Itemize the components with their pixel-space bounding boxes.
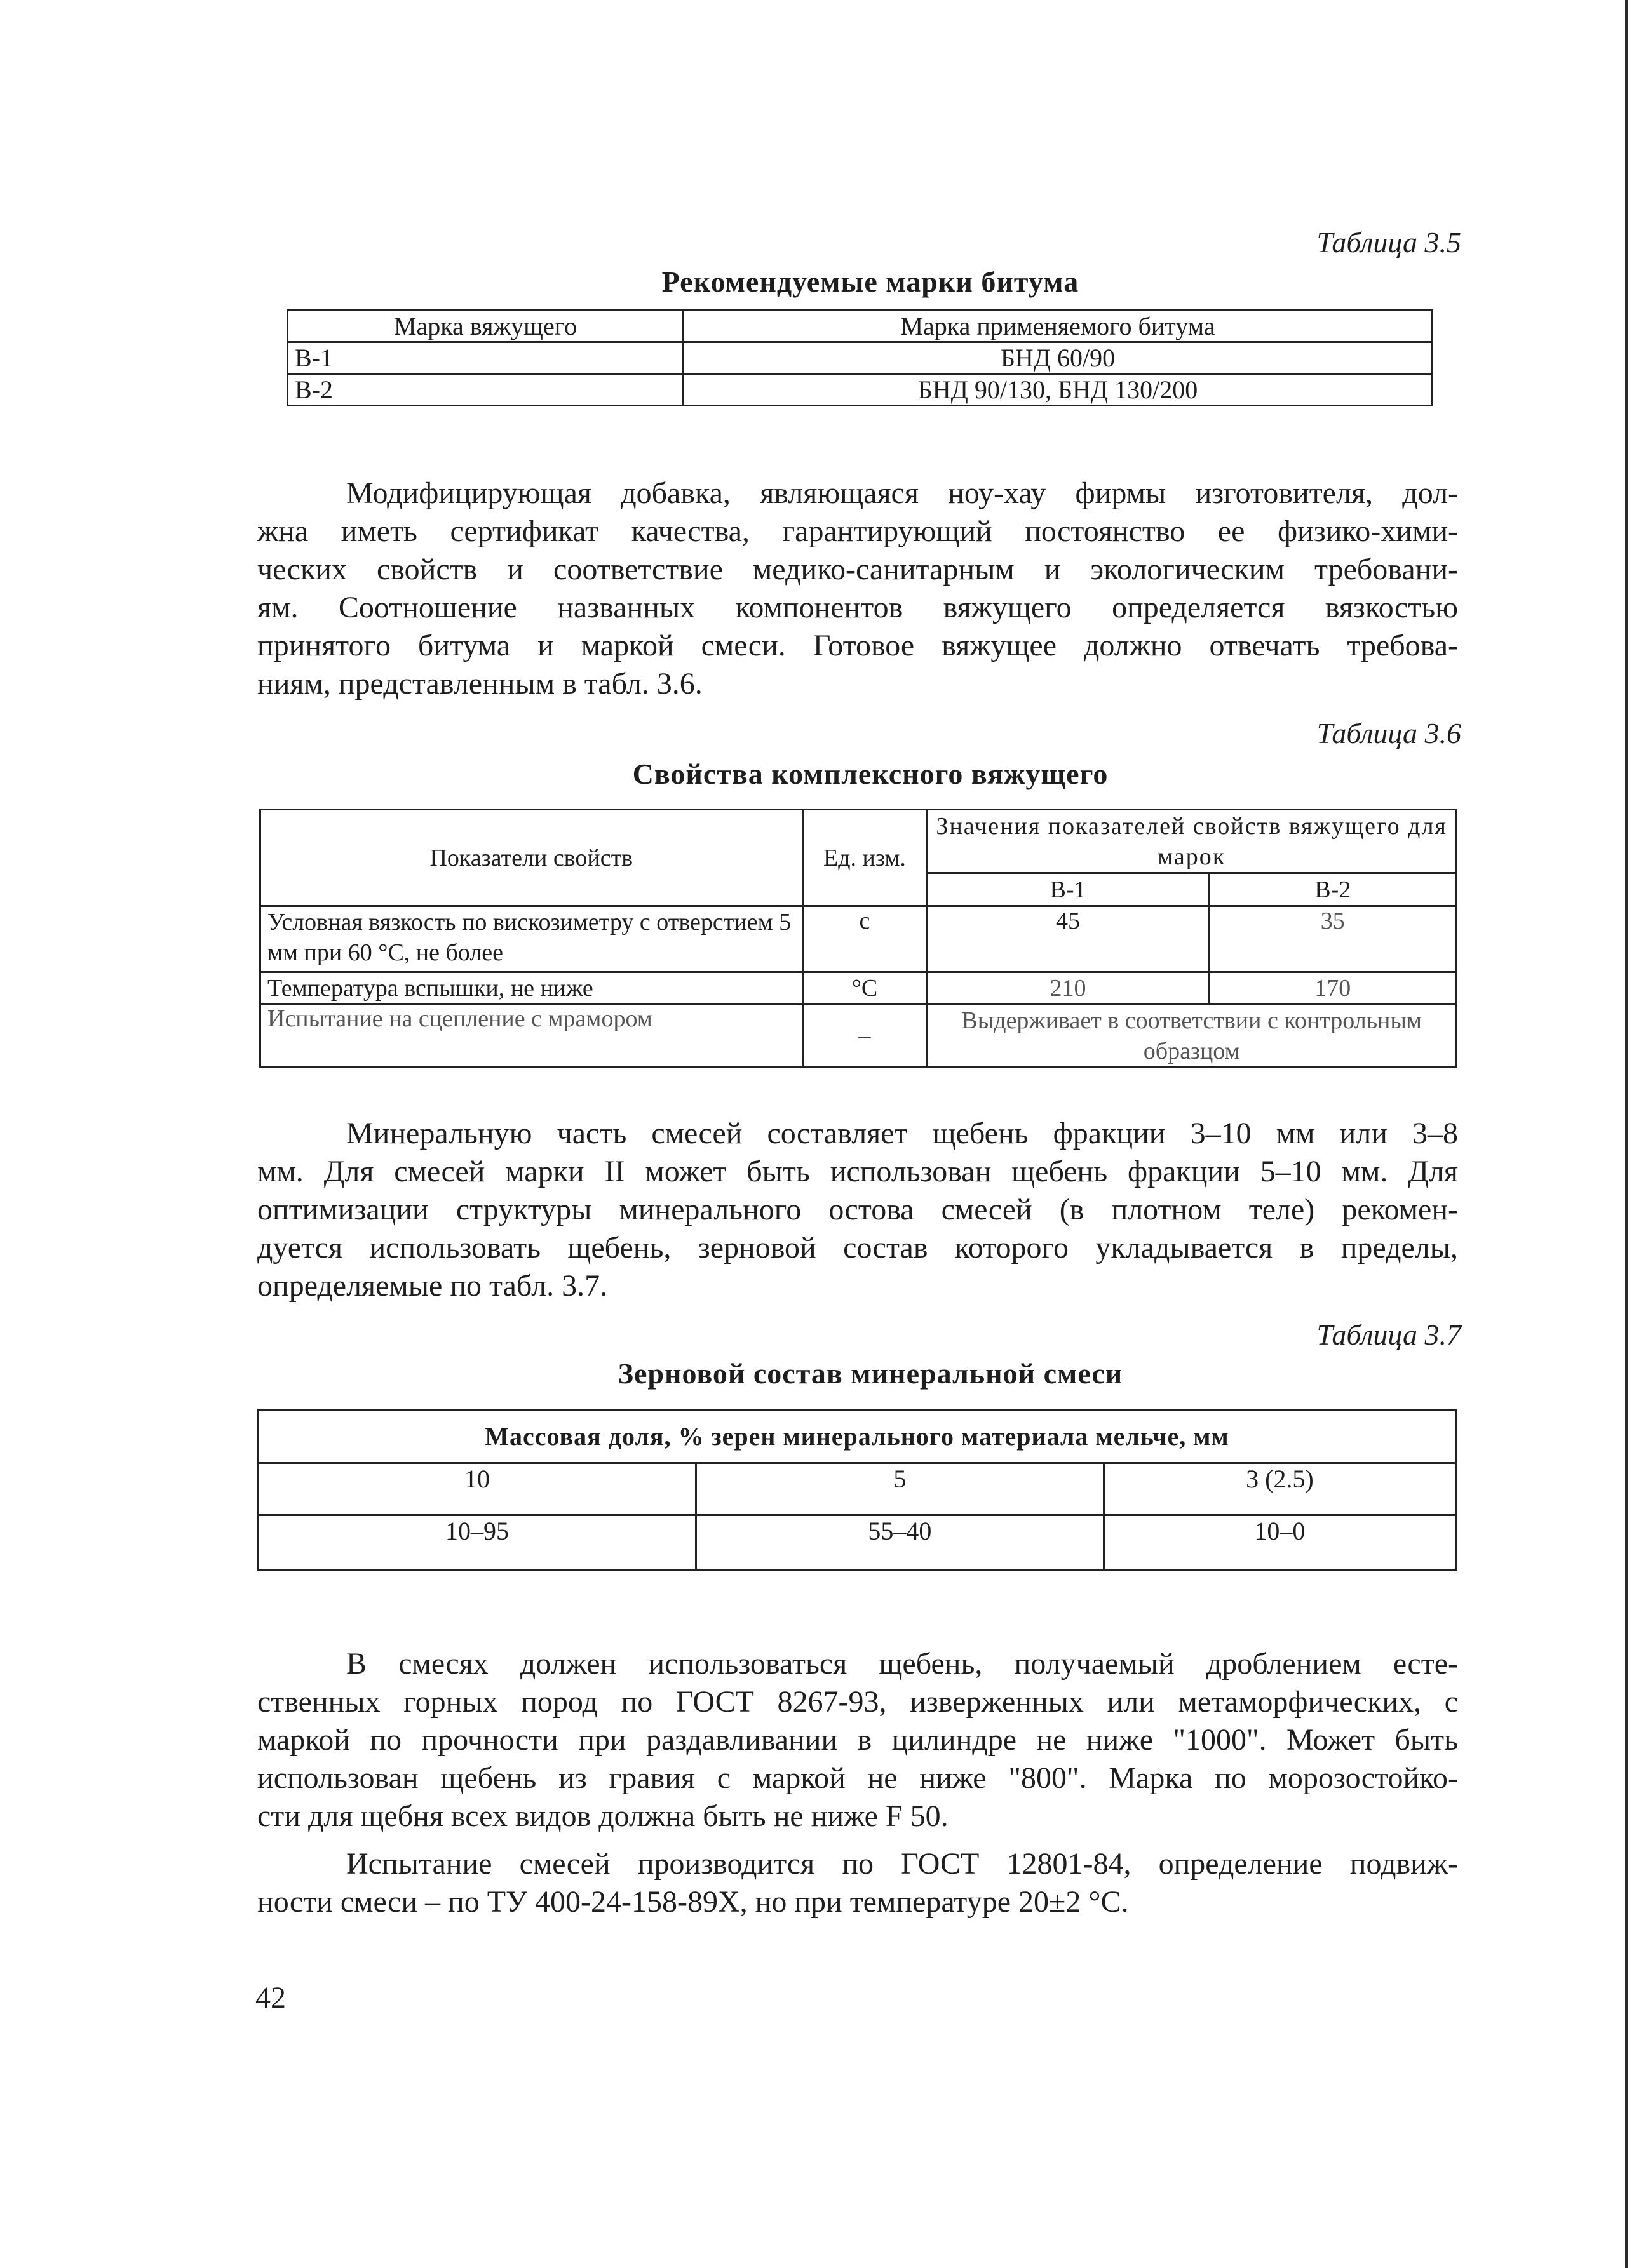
paragraph-1 — [257, 474, 1458, 703]
text-line: Модифицирующая добавка, являющаяся ноу-хау фирмы изготовителя, дол- — [346, 476, 1458, 510]
table-3-7-value: 55–40 — [696, 1515, 1104, 1570]
text-line: дуется использовать щебень, зерновой состав которого укладывается в пределы, — [257, 1231, 1458, 1265]
table-3-6-cell: с — [802, 906, 927, 972]
table-3-6-header-values: Значения показателей свойств вяжущего для марок — [927, 810, 1457, 873]
paragraph-4 — [257, 1845, 1458, 1921]
table-3-5-cell: БНД 90/130, БНД 130/200 — [684, 374, 1433, 406]
table-3-6-cell: 170 — [1209, 972, 1456, 1004]
text-line: определяемые по табл. 3.7. — [257, 1269, 608, 1303]
text-line: использован щебень из гравия с маркой не ниже "800". Марка по морозостойко- — [257, 1761, 1458, 1795]
table-3-5-header-bitumen: Марка применяемого битума — [684, 311, 1433, 342]
text-line: Испытание смесей производится по ГОСТ 12801-84, определение подвиж- — [346, 1847, 1458, 1881]
table-3-5-number: Таблица 3.5 — [1316, 226, 1461, 258]
table-3-6-cell: 35 — [1209, 906, 1456, 972]
text-line: мм. Для смесей марки II может быть использован щебень фракции 5–10 мм. Для — [257, 1155, 1458, 1188]
table-3-6-cell: 45 — [927, 906, 1209, 972]
table-3-5-title: Рекомендуемые марки битума — [661, 265, 1079, 298]
paragraph-3 — [257, 1645, 1458, 1835]
text-line: ниям, представленным в табл. 3.6. — [257, 667, 703, 701]
table-3-7-title: Зерновой состав минеральной смеси — [618, 1357, 1123, 1390]
scan-edge — [1625, 0, 1628, 2268]
table-3-7-value: 10–95 — [259, 1515, 696, 1570]
text-line: жна иметь сертификат качества, гарантирующий постоянство ее физико-хими- — [257, 514, 1458, 548]
table-3-7-size: 3 (2.5) — [1104, 1463, 1455, 1515]
table-3-6-cell: Испытание на сцепление с мрамором — [260, 1004, 803, 1068]
text-line: ности смеси – по ТУ 400-24-158-89Х, но при температуре 20±2 °С. — [257, 1885, 1129, 1919]
table-3-6 — [259, 809, 1457, 1068]
table-3-6-cell: 210 — [927, 972, 1209, 1004]
table-3-6-grade-b1: В-1 — [927, 873, 1209, 906]
paragraph-2 — [257, 1115, 1458, 1305]
text-line: принятого битума и маркой смеси. Готовое вяжущее должно отвечать требова- — [257, 629, 1458, 662]
text-line: Минеральную часть смесей составляет щебень фракции 3–10 мм или 3–8 — [346, 1117, 1458, 1150]
table-3-6-header-property: Показатели свойств — [260, 810, 803, 906]
text-line: оптимизации структуры минерального остова смесей (в плотном теле) рекомен- — [257, 1193, 1458, 1226]
table-3-6-cell: Условная вязкость по вискозиметру с отверстием 5 мм при 60 °С, не более — [260, 906, 803, 972]
table-3-7-header: Массовая доля, % зерен минерального материала мельче, мм — [259, 1410, 1456, 1463]
table-3-6-grade-b2: В-2 — [1209, 873, 1456, 906]
table-3-6-title: Свойства комплексного вяжущего — [632, 758, 1109, 790]
table-3-5-cell: В-2 — [288, 374, 684, 406]
table-3-5-cell: В-1 — [288, 342, 684, 374]
text-line: ческих свойств и соответствие медико-санитарным и экологическим требовани- — [257, 553, 1458, 586]
text-line: сти для щебня всех видов должна быть не ниже F 50. — [257, 1799, 949, 1833]
table-3-6-number: Таблица 3.6 — [1316, 717, 1461, 749]
page-number: 42 — [255, 1981, 286, 2015]
text-line: В смесях должен использоваться щебень, получаемый дроблением есте- — [346, 1647, 1458, 1681]
table-3-5-header-binder: Марка вяжущего — [288, 311, 684, 342]
table-3-7-number: Таблица 3.7 — [1316, 1319, 1461, 1351]
text-line: ственных горных пород по ГОСТ 8267-93, изверженных или метаморфических, с — [257, 1685, 1458, 1719]
table-3-7 — [257, 1409, 1457, 1571]
text-line: ям. Соотношение названных компонентов вяжущего определяется вязкостью — [257, 591, 1458, 624]
table-3-6-cell: – — [802, 1004, 927, 1068]
table-3-5 — [287, 309, 1433, 406]
table-3-5-cell: БНД 60/90 — [684, 342, 1433, 374]
table-3-6-cell: °С — [802, 972, 927, 1004]
table-3-7-value: 10–0 — [1104, 1515, 1455, 1570]
text-line: маркой по прочности при раздавливании в цилиндре не ниже "1000". Может быть — [257, 1723, 1458, 1757]
table-3-7-size: 5 — [696, 1463, 1104, 1515]
table-3-6-cell: Температура вспышки, не ниже — [260, 972, 803, 1004]
table-3-6-header-unit: Ед. изм. — [802, 810, 927, 906]
table-3-6-cell-merged: Выдерживает в соответствии с контрольным образцом — [927, 1004, 1457, 1068]
table-3-7-size: 10 — [259, 1463, 696, 1515]
